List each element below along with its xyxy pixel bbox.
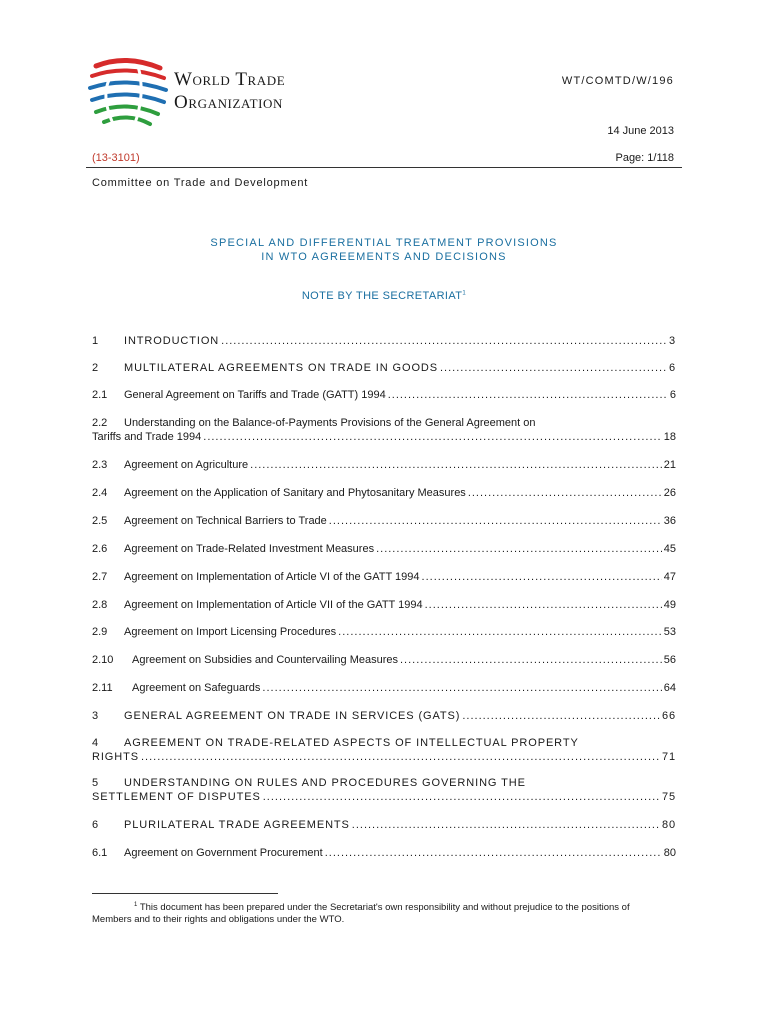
wto-logo: [86, 56, 346, 136]
toc-text: MULTILATERAL AGREEMENTS ON TRADE IN GOODS: [124, 362, 438, 374]
toc-page: 26: [663, 487, 676, 499]
toc-entry-2-11[interactable]: [92, 681, 676, 695]
toc-text: Agreement on Safeguards: [132, 682, 261, 694]
toc-page: 66: [661, 710, 676, 722]
toc-page: 45: [663, 543, 676, 555]
toc-page: 3: [668, 335, 676, 347]
toc-text: Understanding on the Balance-of-Payments Provisions of the General Agreement on: [124, 417, 536, 429]
toc-num: 4: [92, 737, 100, 749]
toc-entry-2-8[interactable]: [92, 598, 676, 612]
toc-text: Agreement on the Application of Sanitary and Phytosanitary Measures: [124, 487, 466, 499]
toc-text-cont: Tariffs and Trade 1994: [92, 431, 202, 443]
toc-entry-2-3[interactable]: [92, 458, 676, 472]
toc-page: 56: [663, 654, 676, 666]
toc-text-cont: SETTLEMENT OF DISPUTES: [92, 791, 261, 803]
toc-page: 36: [663, 515, 676, 527]
title-line2: IN WTO AGREEMENTS AND DECISIONS: [261, 251, 507, 263]
toc-text-cont: RIGHTS: [92, 751, 139, 763]
toc-num: 2.11: [92, 682, 113, 694]
toc-text: Agreement on Government Procurement: [124, 847, 323, 859]
toc-page: 64: [663, 682, 676, 694]
org-name: [174, 68, 285, 114]
toc-num: 6: [92, 819, 100, 831]
toc-entry-6[interactable]: [92, 818, 676, 832]
toc-text: Agreement on Implementation of Article VI of the GATT 1994: [124, 571, 420, 583]
toc-num: 2.2: [92, 417, 108, 429]
document-date: 14 June 2013: [607, 125, 674, 137]
toc-entry-2-1[interactable]: [92, 388, 676, 402]
toc-text: Agreement on Agriculture: [124, 459, 249, 471]
header-rule: [86, 167, 682, 168]
note-heading: [86, 290, 682, 302]
org-name-line2: Organization: [174, 92, 284, 113]
toc-page: 71: [661, 751, 676, 763]
toc-entry-5[interactable]: [92, 776, 676, 804]
toc-page: 75: [661, 791, 676, 803]
toc-num: 2.6: [92, 543, 108, 555]
toc-num: 2: [92, 362, 100, 374]
toc-text: Agreement on Trade-Related Investment Measures: [124, 543, 375, 555]
toc-page: 18: [663, 431, 676, 443]
toc-num: 2.4: [92, 487, 108, 499]
document-symbol: WT/COMTD/W/196: [561, 75, 674, 87]
note-footnote-ref[interactable]: 1: [462, 290, 467, 297]
toc-entry-2-9[interactable]: [92, 625, 676, 639]
toc-page: 47: [663, 571, 676, 583]
toc-page: 6: [668, 362, 676, 374]
toc-text: Agreement on Subsidies and Countervailing Measures: [132, 654, 398, 666]
toc-text: GENERAL AGREEMENT ON TRADE IN SERVICES (GATS): [124, 710, 461, 722]
toc-text: PLURILATERAL TRADE AGREEMENTS: [124, 819, 350, 831]
toc-text: Agreement on Implementation of Article VII of the GATT 1994: [124, 599, 423, 611]
page-number: Page: 1/118: [615, 152, 674, 164]
toc-text: INTRODUCTION: [124, 335, 220, 347]
toc-entry-2-6[interactable]: [92, 542, 676, 556]
toc-entry-2-10[interactable]: [92, 653, 676, 667]
toc-page: 6: [669, 389, 676, 401]
committee-name: Committee on Trade and Development: [92, 177, 309, 189]
org-name-line1: World Trade: [174, 69, 286, 90]
toc-page: 80: [663, 847, 676, 859]
toc-num: 6.1: [92, 847, 108, 859]
toc-entry-2-5[interactable]: [92, 514, 676, 528]
toc-entry-1[interactable]: [92, 334, 676, 348]
toc-num: 2.8: [92, 599, 108, 611]
job-number: (13-3101): [92, 152, 140, 164]
wto-swoosh-logo-icon: [86, 56, 170, 132]
footnote-text: This document has been prepared under the Secretariat's own responsibility and without prejudice to the positions of Members and to their rights and obligations under the WTO.: [92, 902, 630, 926]
toc-num: 2.10: [92, 654, 114, 666]
note-text: NOTE BY THE SECRETARIAT: [301, 290, 463, 302]
toc-page: 80: [661, 819, 676, 831]
footnote-rule: [92, 893, 278, 894]
toc-entry-4[interactable]: [92, 736, 676, 764]
toc-num: 2.9: [92, 626, 108, 638]
toc-num: 1: [92, 335, 100, 347]
toc-num: 3: [92, 710, 100, 722]
toc-text: AGREEMENT ON TRADE-RELATED ASPECTS OF INTELLECTUAL PROPERTY: [124, 737, 579, 749]
footnote-ref: 1: [134, 902, 138, 908]
toc-num: 5: [92, 777, 100, 789]
toc-entry-2[interactable]: [92, 361, 676, 375]
toc-page: 53: [663, 626, 676, 638]
title-line1: SPECIAL AND DIFFERENTIAL TREATMENT PROVISIONS: [210, 237, 558, 249]
toc-entry-3[interactable]: [92, 709, 676, 723]
toc-entry-2-7[interactable]: [92, 570, 676, 584]
toc-num: 2.3: [92, 459, 108, 471]
toc-entry-2-4[interactable]: [92, 486, 676, 500]
document-title: [86, 236, 682, 264]
toc-text: Agreement on Import Licensing Procedures: [124, 626, 337, 638]
toc-entry-2-2[interactable]: [92, 416, 676, 444]
toc-text: UNDERSTANDING ON RULES AND PROCEDURES GOVERNING THE: [124, 777, 526, 789]
toc-page: 49: [663, 599, 676, 611]
toc-page: 21: [663, 459, 676, 471]
footnote: [92, 899, 668, 926]
toc-num: 2.7: [92, 571, 108, 583]
toc-entry-6-1[interactable]: [92, 846, 676, 860]
toc-num: 2.5: [92, 515, 108, 527]
toc-text: Agreement on Technical Barriers to Trade: [124, 515, 327, 527]
toc-text: General Agreement on Tariffs and Trade (GATT) 1994: [124, 389, 386, 401]
toc-num: 2.1: [92, 389, 108, 401]
